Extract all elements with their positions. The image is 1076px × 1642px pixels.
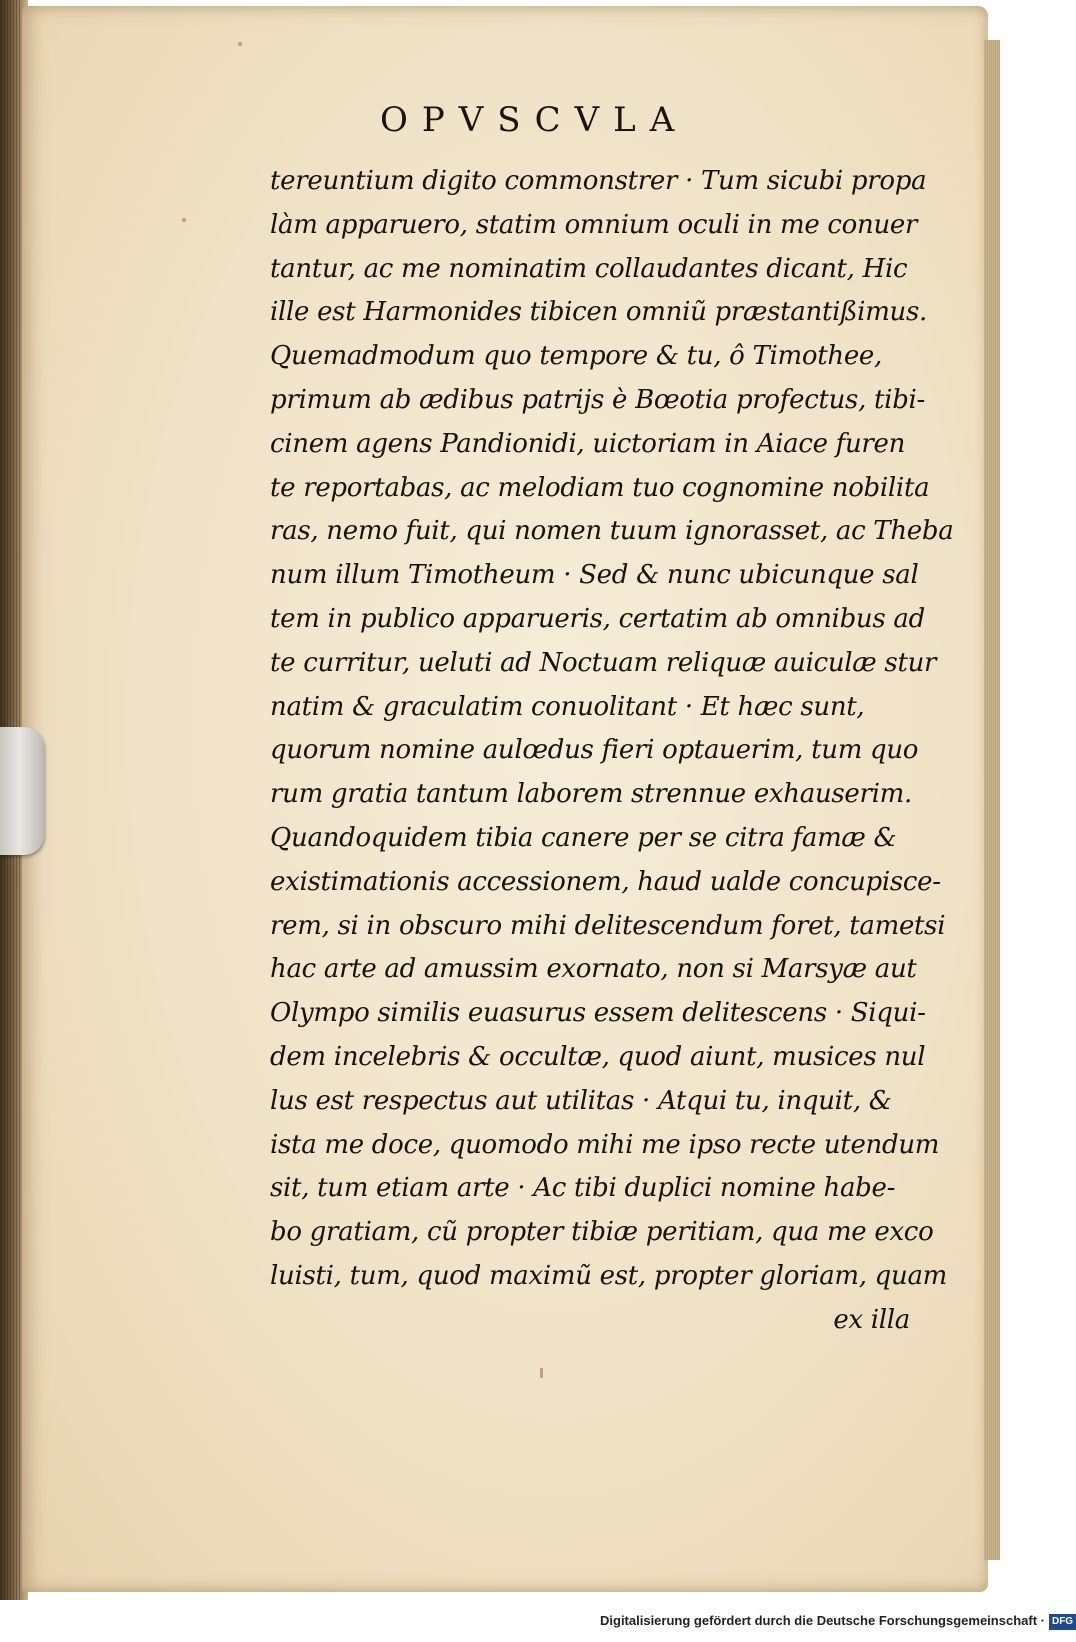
- text-line: tantur, ac me nominatim collaudantes dicant, Hic: [270, 253, 908, 284]
- text-line: natim & graculatim conuolitant · Et hæc sunt,: [270, 691, 865, 722]
- paper-speck: [540, 1368, 543, 1378]
- text-line: làm apparuero, statim omnium oculi in me conuer: [270, 209, 918, 240]
- text-line: luisti, tum, quod maximũ est, propter gloriam, quam: [270, 1260, 948, 1291]
- text-line: te curritur, ueluti ad Noctuam reliquæ auiculæ stur: [270, 647, 937, 678]
- text-line: Quemadmodum quo tempore & tu, ô Timothee,: [270, 341, 882, 372]
- text-line: rem, si in obscuro mihi delitescendum foret, tametsi: [270, 910, 946, 941]
- catchword: ex illa: [833, 1304, 910, 1335]
- text-line: bo gratiam, cũ propter tibiæ peritiam, qua me exco: [270, 1217, 934, 1248]
- dfg-logo: DFG: [1049, 1614, 1076, 1630]
- running-head: OPVSCVLA: [380, 100, 689, 140]
- page-clip: [0, 727, 44, 855]
- text-block: [270, 160, 954, 1343]
- text-line: cinem agens Pandionidi, uictoriam in Aiace furen: [270, 428, 906, 459]
- text-line: existimationis accessionem, haud ualde concupisce-: [270, 866, 941, 897]
- text-line: sit, tum etiam arte · Ac tibi duplici nomine habe-: [270, 1173, 896, 1204]
- text-line: rum gratia tantum laborem strennue exhauserim.: [270, 779, 912, 810]
- text-line: hac arte ad amussim exornato, non si Marsyæ aut: [270, 954, 917, 985]
- paper-speck: [238, 42, 242, 46]
- text-line: Quandoquidem tibia canere per se citra famæ &: [270, 822, 897, 853]
- text-line: dem incelebris & occultæ, quod aiunt, musices nul: [270, 1041, 926, 1072]
- text-line: tereuntium digito commonstrer · Tum sicubi propa: [270, 166, 927, 196]
- text-line: te reportabas, ac melodiam tuo cognomine nobilita: [270, 472, 930, 503]
- page-fore-edge: [984, 40, 1000, 1560]
- text-line: ille est Harmonides tibicen omniũ præstantißimus.: [270, 297, 928, 328]
- text-line: primum ab ædibus patrijs è Bœotia profectus, tibi-: [270, 384, 926, 415]
- text-line: tem in publico apparueris, certatim ab omnibus ad: [270, 603, 925, 634]
- digitization-credit: [600, 1606, 1074, 1636]
- text-line: quorum nomine aulœdus fieri optauerim, tum quo: [270, 735, 919, 766]
- text-line: Olympo similis euasurus essem delitescens · Siqui-: [270, 998, 926, 1029]
- text-line: num illum Timotheum · Sed & nunc ubicunque sal: [270, 560, 919, 591]
- text-line: ista me doce, quomodo mihi me ipso recte utendum: [270, 1129, 940, 1160]
- text-line: ras, nemo fuit, qui nomen tuum ignorasset, ac Theba: [270, 516, 954, 547]
- credit-text: Digitalisierung gefördert durch die Deutsche Forschungsgemeinschaft ·: [600, 1613, 1045, 1628]
- text-line: lus est respectus aut utilitas · Atqui tu, inquit, &: [270, 1085, 892, 1116]
- paper-speck: [182, 218, 186, 222]
